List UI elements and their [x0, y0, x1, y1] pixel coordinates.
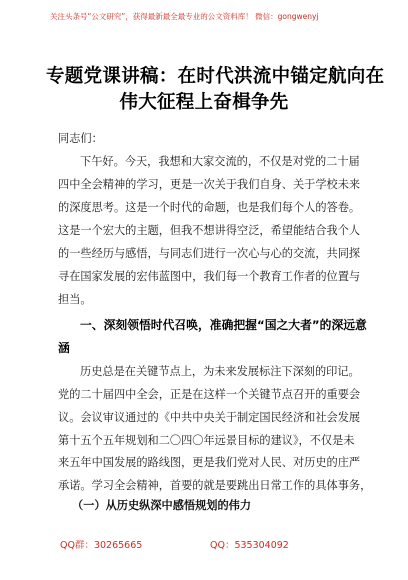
intro-line: 这是一个宏大的主题，但我不想讲得空泛，希望能结合我个人	[58, 224, 361, 237]
section-line: 党的二十届四中全会，正是在这样一个关键节点召开的重要会	[58, 388, 361, 401]
section-line: 议。会议审议通过的《中共中央关于制定国民经济和社会发展	[58, 411, 361, 424]
section-line: 承诺。学习全会精神，首要的就是要跳出日常工作的具体事务，	[58, 479, 372, 492]
intro-line: 寻在国家发展的宏伟蓝图中，我们每一个教育工作者的位置与	[58, 270, 361, 283]
section-line: 来五年中国发展的路线图，更是我们党对人民、对历史的庄严	[58, 456, 361, 469]
title-line-1: 专题党课讲稿：在时代洪流中锚定航向在	[46, 66, 385, 87]
footer	[60, 537, 356, 551]
intro-line: 四中全会精神的学习，更是一次关于我们自身、关于学校未来	[58, 178, 361, 191]
header-notice: 关注头条号“公文研究”，获得最新最全最专业的公文资料库！ 微信：gongwenyj	[50, 12, 319, 21]
intro-line: 下午好。今天，我想和大家交流的，不仅是对党的二十届	[80, 155, 360, 168]
intro-line: 担当。	[58, 293, 92, 306]
section-line: 第十五个五年规划和二〇四〇年远景目标的建议》，不仅是未	[58, 434, 355, 447]
subheading: （一）从历史纵深中感悟规划的伟力	[72, 499, 252, 512]
greeting: 同志们：	[58, 132, 103, 145]
intro-line: 的深度思考。这是一个时代的命题，也是我们每个人的答卷。	[58, 201, 361, 214]
footer-qq-group: QQ群：30265665	[60, 540, 143, 551]
title-line-2: 伟大征程上奋楫争先	[119, 92, 289, 113]
intro-line: 的一些经历与感悟，与同志们进行一次心与心的交流，共同探	[58, 247, 361, 260]
section-heading-line: 一、深刻领悟时代召唤，准确把握“国之大者”的深远意	[80, 318, 367, 332]
section-heading-line: 涵	[58, 341, 70, 355]
footer-qq: QQ：535304092	[210, 540, 289, 551]
section-line: 历史总是在关键节点上，为未来发展标注下深刻的印记。	[80, 365, 360, 378]
